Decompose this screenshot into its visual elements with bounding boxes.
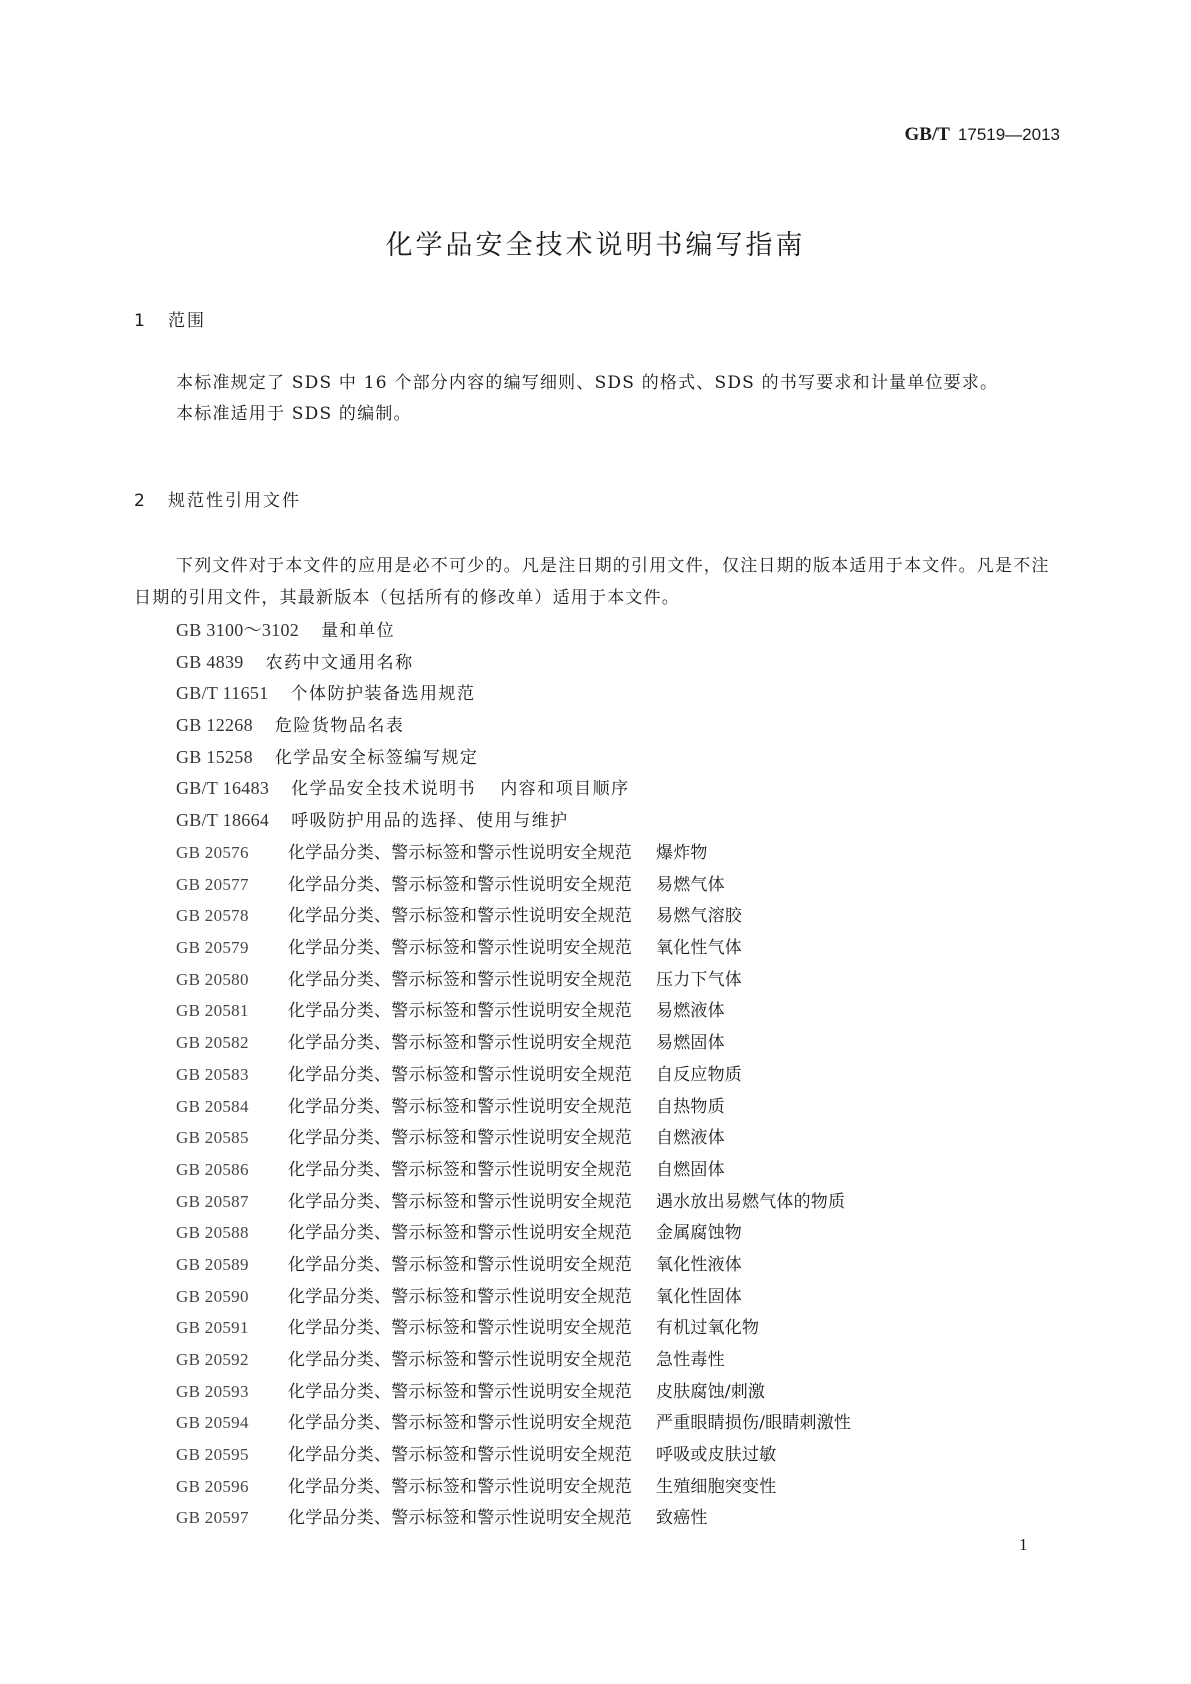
- reference-series-title: 化学品分类、警示标签和警示性说明安全规范: [288, 906, 632, 927]
- reference-code: GB 20577: [176, 874, 249, 894]
- page-number: 1: [1019, 1535, 1028, 1554]
- ghs-reference-item: [176, 1281, 851, 1313]
- reference-subtitle: 皮肤腐蚀/刺激: [656, 1381, 766, 1402]
- reference-series-title: 化学品分类、警示标签和警示性说明安全规范: [288, 1001, 632, 1022]
- reference-code: GB 20590: [176, 1286, 249, 1306]
- reference-title: [288, 901, 742, 933]
- reference-title: 危险货物品名表: [274, 716, 405, 737]
- reference-series-title: 化学品分类、警示标签和警示性说明安全规范: [288, 1350, 632, 1370]
- ghs-reference-item: [176, 837, 851, 869]
- reference-item: [176, 805, 630, 837]
- reference-code: GB 20583: [176, 1064, 249, 1084]
- reference-series-title: 化学品分类、警示标签和警示性说明安全规范: [288, 874, 632, 895]
- reference-code: GB/T 18664: [176, 810, 270, 831]
- reference-code: GB 20582: [176, 1033, 249, 1053]
- reference-subtitle: 氧化性气体: [656, 938, 742, 959]
- reference-series-title: 化学品分类、警示标签和警示性说明安全规范: [288, 1445, 632, 1466]
- reference-item: [176, 742, 630, 774]
- reference-title: 化学品安全标签编写规定: [274, 747, 479, 768]
- reference-title: [288, 1345, 725, 1377]
- reference-code: GB 20580: [176, 969, 249, 989]
- reference-series-title: 化学品分类、警示标签和警示性说明安全规范: [288, 938, 632, 959]
- reference-subtitle: 易燃液体: [656, 1001, 725, 1022]
- ghs-reference-list: [176, 837, 851, 1534]
- reference-title: [288, 1187, 845, 1219]
- ghs-reference-item: [176, 1122, 851, 1154]
- reference-subtitle: 自燃固体: [656, 1159, 725, 1180]
- reference-series-title: 化学品分类、警示标签和警示性说明安全规范: [288, 1318, 632, 1339]
- reference-title: [288, 1060, 742, 1092]
- reference-title: [288, 996, 725, 1028]
- ghs-reference-item: [176, 1502, 851, 1534]
- reference-code: GB 12268: [176, 715, 253, 736]
- reference-item: [176, 710, 630, 742]
- standard-prefix: GB/T: [904, 124, 950, 145]
- reference-title: [288, 1503, 708, 1535]
- ghs-reference-item: [176, 1344, 851, 1376]
- reference-subtitle: 呼吸或皮肤过敏: [656, 1445, 777, 1466]
- ghs-reference-item: [176, 1186, 851, 1218]
- reference-subtitle: 压力下气体: [656, 969, 742, 990]
- section-number: 1: [134, 311, 145, 331]
- reference-code: GB 20584: [176, 1096, 249, 1116]
- reference-title: 个体防护装备选用规范: [290, 684, 476, 705]
- reference-code: GB 20592: [176, 1350, 249, 1369]
- reference-subtitle: 氧化性固体: [656, 1286, 742, 1307]
- reference-series-title: 化学品分类、警示标签和警示性说明安全规范: [288, 1254, 632, 1275]
- ghs-reference-item: [176, 1376, 851, 1408]
- reference-title: [288, 1123, 725, 1155]
- reference-list: [176, 615, 630, 837]
- ghs-reference-item: [176, 1091, 851, 1123]
- ghs-reference-item: [176, 1439, 851, 1471]
- section-number: 2: [134, 491, 145, 511]
- reference-title: [288, 838, 708, 870]
- reference-subtitle: 内容和项目顺序: [500, 779, 630, 800]
- references-intro-paragraph: 下列文件对于本文件的应用是必不可少的。凡是注日期的引用文件，仅注日期的版本适用于本文件。凡是不注日期的引用文件，其最新版本（包括所有的修改单）适用于本文件。: [134, 556, 1050, 608]
- reference-title: [288, 1092, 725, 1124]
- reference-title: 量和单位: [321, 621, 396, 641]
- reference-series-title: 化学品分类、警示标签和警示性说明安全规范: [288, 969, 632, 990]
- scope-paragraph-1: 本标准规定了 SDS 中 16 个部分内容的编写细则、SDS 的格式、SDS 的书写要求和计量单位要求。: [176, 373, 999, 393]
- reference-title: [288, 1440, 776, 1472]
- reference-code: GB 20576: [176, 843, 249, 862]
- reference-subtitle: 易燃固体: [656, 1033, 725, 1054]
- reference-code: GB 20595: [176, 1445, 249, 1465]
- ghs-reference-item: [176, 1407, 851, 1439]
- reference-code: GB/T 11651: [176, 683, 269, 704]
- reference-code: GB 20594: [176, 1413, 249, 1433]
- reference-series-title: 化学品分类、警示标签和警示性说明安全规范: [288, 1033, 632, 1054]
- reference-title: 农药中文通用名称: [265, 652, 414, 673]
- reference-subtitle: 自反应物质: [656, 1064, 742, 1085]
- reference-code: GB/T 16483: [176, 778, 270, 799]
- reference-subtitle: 生殖细胞突变性: [656, 1476, 777, 1497]
- reference-series-title: 化学品分类、警示标签和警示性说明安全规范: [288, 1159, 632, 1180]
- reference-subtitle: 严重眼睛损伤/眼睛刺激性: [656, 1413, 852, 1434]
- reference-title: [288, 933, 742, 965]
- reference-subtitle: 自燃液体: [656, 1128, 725, 1149]
- reference-title: 化学品安全技术说明书 内容和项目顺序: [291, 779, 630, 800]
- section-title: 范围: [168, 311, 206, 331]
- ghs-reference-item: [176, 995, 851, 1027]
- reference-code: GB 20597: [176, 1508, 249, 1528]
- reference-code: GB 20589: [176, 1254, 249, 1274]
- section-heading-normative-references: [134, 488, 301, 514]
- reference-code: GB 20588: [176, 1223, 249, 1243]
- reference-title: [288, 1377, 765, 1409]
- reference-code: GB 20579: [176, 938, 249, 958]
- reference-subtitle: 致癌性: [656, 1508, 708, 1529]
- reference-series-title: 化学品分类、警示标签和警示性说明安全规范: [288, 1096, 632, 1117]
- reference-title: [288, 1028, 725, 1060]
- reference-subtitle: 爆炸物: [656, 843, 708, 863]
- reference-code: GB 3100～3102: [176, 620, 300, 640]
- ghs-reference-item: [176, 964, 851, 996]
- reference-title: [288, 1472, 776, 1504]
- scope-paragraph-2: 本标准适用于 SDS 的编制。: [176, 404, 412, 424]
- reference-subtitle: 易燃气溶胶: [656, 906, 742, 927]
- reference-item: [176, 615, 630, 647]
- section-heading-scope: [134, 308, 206, 334]
- standard-code: [905, 123, 1061, 147]
- reference-subtitle: 易燃气体: [656, 874, 725, 895]
- reference-code: GB 20593: [176, 1381, 249, 1401]
- reference-series-title: 化学品分类、警示标签和警示性说明安全规范: [288, 1128, 632, 1149]
- reference-title: [288, 870, 725, 902]
- reference-series-title: 化学品分类、警示标签和警示性说明安全规范: [288, 1191, 632, 1212]
- reference-title: [288, 965, 742, 997]
- reference-title: [288, 1408, 851, 1440]
- reference-code: GB 20596: [176, 1476, 249, 1496]
- ghs-reference-item: [176, 1027, 851, 1059]
- reference-code: GB 20587: [176, 1191, 249, 1211]
- reference-series-title: 化学品分类、警示标签和警示性说明安全规范: [288, 1508, 632, 1529]
- section-title: 规范性引用文件: [168, 491, 301, 511]
- reference-code: GB 20591: [176, 1318, 249, 1338]
- reference-subtitle: 氧化性液体: [656, 1254, 742, 1275]
- ghs-reference-item: [176, 1312, 851, 1344]
- reference-series-title: 化学品分类、警示标签和警示性说明安全规范: [288, 1413, 632, 1434]
- ghs-reference-item: [176, 900, 851, 932]
- reference-code: GB 20586: [176, 1159, 249, 1179]
- ghs-reference-item: [176, 1249, 851, 1281]
- reference-code: GB 15258: [176, 746, 253, 767]
- reference-subtitle: 自热物质: [656, 1096, 725, 1117]
- reference-code: GB 20578: [176, 906, 249, 926]
- ghs-reference-item: [176, 932, 851, 964]
- standard-number: 17519—2013: [957, 125, 1060, 144]
- reference-subtitle: 金属腐蚀物: [656, 1223, 742, 1244]
- reference-series-title: 化学品分类、警示标签和警示性说明安全规范: [288, 1286, 632, 1307]
- reference-title: [288, 1313, 759, 1345]
- ghs-reference-item: [176, 1217, 851, 1249]
- reference-code: GB 20581: [176, 1001, 249, 1021]
- ghs-reference-item: [176, 1154, 851, 1186]
- reference-series-title: 化学品分类、警示标签和警示性说明安全规范: [288, 1223, 632, 1244]
- reference-code: GB 20585: [176, 1128, 249, 1148]
- ghs-reference-item: [176, 869, 851, 901]
- document-title: 化学品安全技术说明书编写指南: [385, 230, 806, 261]
- reference-subtitle: 遇水放出易燃气体的物质: [656, 1191, 846, 1212]
- reference-series-title: 化学品分类、警示标签和警示性说明安全规范: [288, 843, 632, 863]
- reference-item: [176, 773, 630, 805]
- reference-subtitle: 有机过氧化物: [656, 1318, 760, 1339]
- reference-series-title: 化学品分类、警示标签和警示性说明安全规范: [288, 1381, 632, 1402]
- ghs-reference-item: [176, 1471, 851, 1503]
- reference-code: GB 4839: [176, 651, 244, 672]
- reference-title: [288, 1282, 742, 1314]
- reference-title: 呼吸防护用品的选择、使用与维护: [291, 811, 569, 832]
- reference-title: [288, 1250, 742, 1282]
- reference-item: [176, 678, 630, 710]
- reference-series-title: 化学品分类、警示标签和警示性说明安全规范: [288, 1476, 632, 1497]
- reference-title: [288, 1218, 742, 1250]
- reference-subtitle: 急性毒性: [656, 1350, 725, 1370]
- reference-item: [176, 647, 630, 679]
- reference-title: [288, 1155, 725, 1187]
- reference-series-title: 化学品分类、警示标签和警示性说明安全规范: [288, 1064, 632, 1085]
- ghs-reference-item: [176, 1059, 851, 1091]
